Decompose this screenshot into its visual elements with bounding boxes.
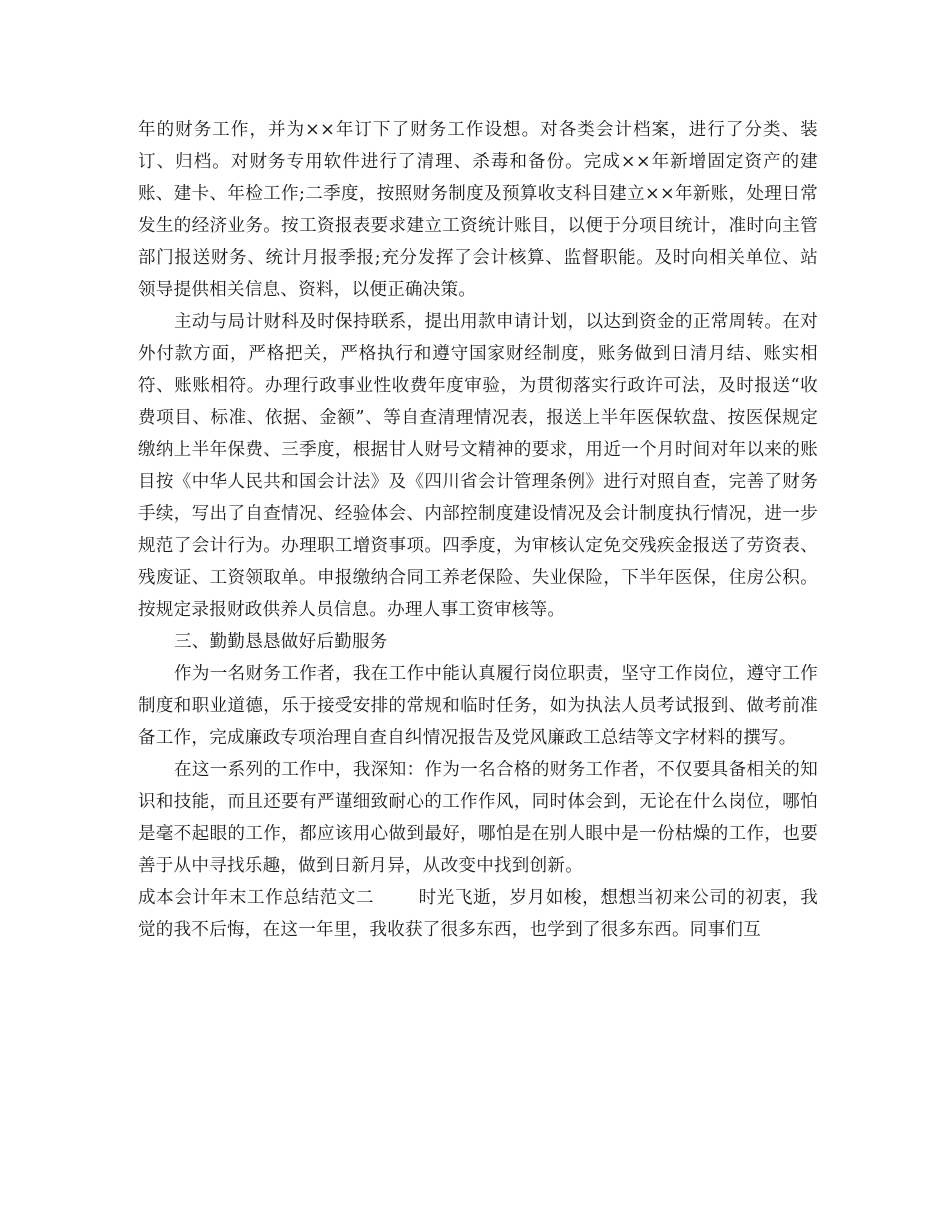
paragraph-1: 年的财务工作，并为××年订下了财务工作设想。对各类会计档案，进行了分类、装订、归档。对财务专用软件进行了清理、杀毒和备份。完成××年新增固定资产的建账、建卡、年检工作;二季度，按照财务制度及预算收支科目建立××年新账，处理日常发生的经济业务。按工资报表要求建立工资统计账目，以便于分项目统计，准时向主管部门报送财务、统计月报季报;充分发挥了会计核算、监督职能。及时向相关单位、站领导提供相关信息、资料，以便正确决策。 bbox=[138, 120, 818, 300]
section-two bbox=[138, 882, 818, 946]
section-heading-3: 三、勤勤恳恳做好后勤服务 bbox=[174, 632, 388, 652]
paragraph-2: 主动与局计财科及时保持联系，提出用款申请计划，以达到资金的正常周转。在对外付款方面，严格把关，严格执行和遵守国家财经制度，账务做到日清月结、账实相符、账账相符。办理行政事业性收费年度审验，为贯彻落实行政许可法，及时报送“收费项目、标准、依据、金额”、等自查清理情况表，报送上半年医保软盘、按医保规定缴纳上半年保费、三季度，根据甘人财号文精神的要求，用近一个月时间对年以来的账目按《中华人民共和国会计法》及《四川省会计管理条例》进行对照自查，完善了财务手续，写出了自查情况、经验体会、内部控制度建设情况及会计制度执行情况，进一步规范了会计行为。办理职工增资事项。四季度，为审核认定免交残疾金报送了劳资表、残废证、工资领取单。申报缴纳合同工养老保险、失业保险，下半年医保，住房公积。按规定录报财政供养人员信息。办理人事工资审核等。 bbox=[138, 312, 818, 620]
section-two-text: 时光飞逝，岁月如梭，想想当初来公司的初衷，我觉的我不后悔，在这一年里，我收获了很多东西，也学到了很多东西。同事们互 bbox=[138, 888, 818, 940]
paragraph-4: 在这一系列的工作中，我深知：作为一名合格的财务工作者，不仅要具备相关的知识和技能，而且还要有严谨细致耐心的工作作风，同时体会到，无论在什么岗位，哪怕是毫不起眼的工作，都应该用心做到最好，哪怕是在别人眼中是一份枯燥的工作，也要善于从中寻找乐趣，做到日新月异，从改变中找到创新。 bbox=[138, 760, 818, 876]
document-body bbox=[138, 114, 818, 946]
paragraph-3: 作为一名财务工作者，我在工作中能认真履行岗位职责，坚守工作岗位，遵守工作制度和职业道德，乐于接受安排的常规和临时任务，如为执法人员考试报到、做考前准备工作，完成廉政专项治理自查自纠情况报告及党风廉政工总结等文字材料的撰写。 bbox=[138, 664, 818, 748]
section-two-title: 成本会计年末工作总结范文二 bbox=[138, 888, 375, 908]
